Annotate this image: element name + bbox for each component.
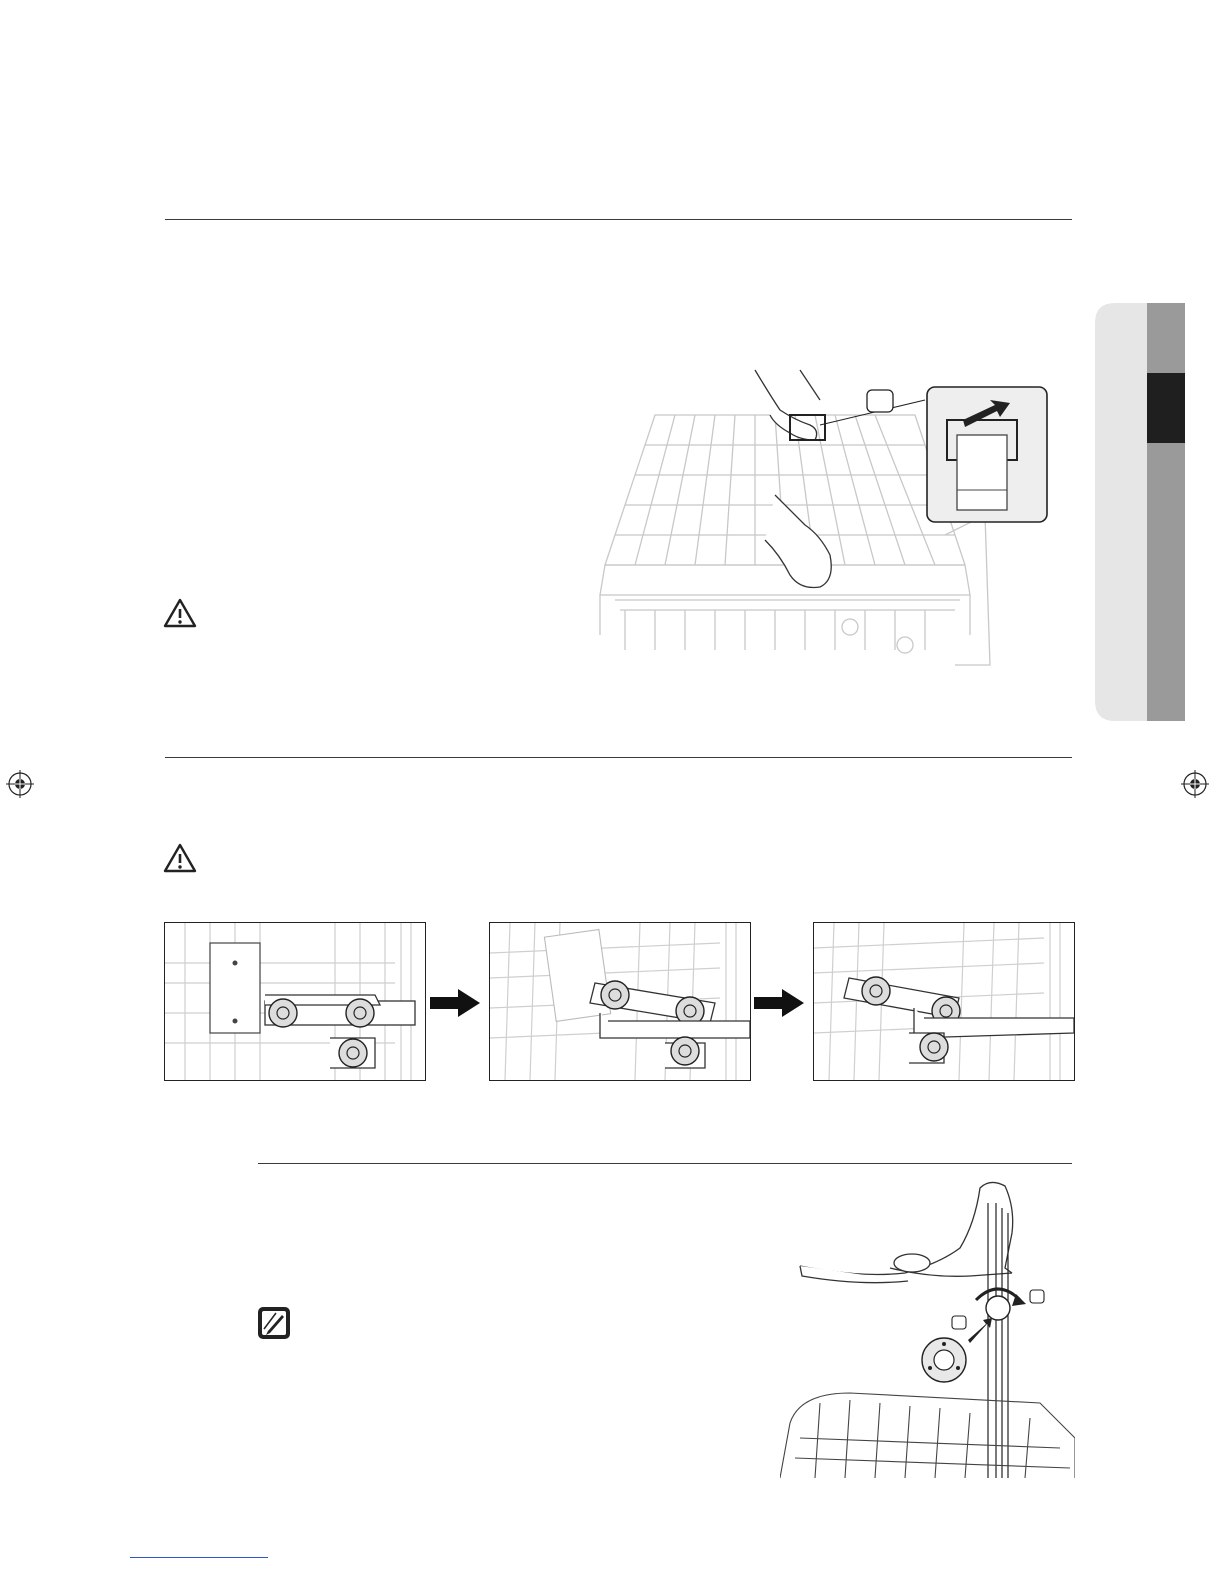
note-pencil-icon — [256, 1305, 292, 1341]
chapter-side-tab — [1095, 303, 1185, 721]
footer-link-underline — [130, 1557, 268, 1558]
warning-triangle-icon — [163, 598, 197, 628]
right-arrow-icon — [754, 989, 804, 1017]
rack-roller-step-2-panel — [489, 922, 751, 1081]
registration-mark-right — [1181, 770, 1209, 798]
right-arrow-icon — [430, 989, 480, 1017]
registration-mark-left — [6, 770, 34, 798]
spray-arm-nozzle-illustration — [780, 1178, 1075, 1478]
warning-triangle-icon — [163, 843, 197, 873]
rack-roller-step-1-panel — [164, 922, 426, 1081]
rack-roller-step-3-panel — [813, 922, 1075, 1081]
section-rule-middle — [165, 757, 1072, 758]
section-rule-top — [165, 219, 1072, 220]
upper-rack-adjustment-illustration — [595, 365, 1065, 670]
section-rule-lower — [258, 1163, 1072, 1164]
